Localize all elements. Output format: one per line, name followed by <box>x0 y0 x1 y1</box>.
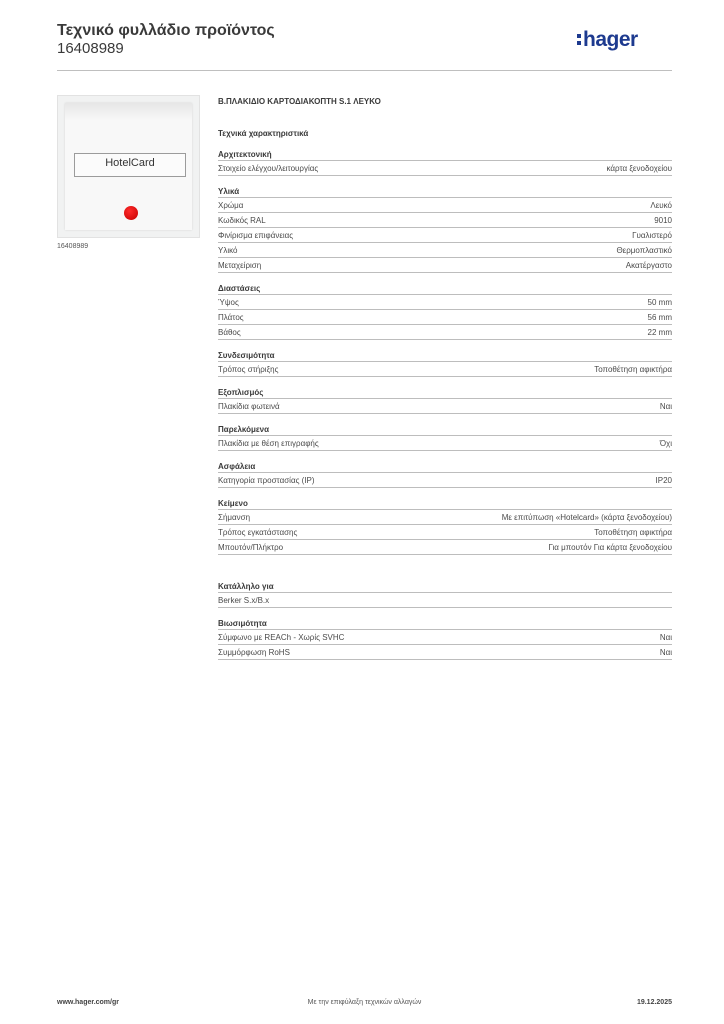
spec-row <box>218 472 672 488</box>
spec-label: Υλικό <box>218 245 238 255</box>
spec-row <box>218 309 672 324</box>
spec-rows <box>218 160 672 176</box>
product-image <box>57 95 200 238</box>
group-title: Υλικά <box>218 187 240 196</box>
spec-group <box>218 618 672 660</box>
spec-value: 22 mm <box>647 327 672 337</box>
spec-row <box>218 361 672 377</box>
spec-value: Ναι <box>659 647 672 657</box>
spec-value: Για μπουτόν Για κάρτα ξενοδοχείου <box>548 542 672 552</box>
spec-value: 50 mm <box>647 297 672 307</box>
spec-label: Μπουτόν/Πλήκτρο <box>218 542 284 552</box>
spec-rows <box>218 509 672 555</box>
spec-value: Ναι <box>659 401 672 411</box>
spec-label: Σύμφωνο με REACh - Χωρίς SVHC <box>218 632 345 642</box>
spec-label: Berker S.x/B.x <box>218 595 270 605</box>
spec-label: Κατηγορία προστασίας (IP) <box>218 475 315 485</box>
spec-value: Τοποθέτηση αφικτήρα <box>594 364 672 374</box>
spec-row <box>218 435 672 451</box>
spec-value: 56 mm <box>647 312 672 322</box>
footer-website[interactable]: www.hager.com/gr <box>57 999 119 1006</box>
spec-group <box>218 424 672 451</box>
product-code: 16408989 <box>57 40 124 57</box>
spec-row <box>218 539 672 555</box>
spec-rows <box>218 629 672 660</box>
spec-group <box>218 581 672 608</box>
spec-group <box>218 461 672 488</box>
spec-label: Στοιχείο ελέγχου/λειτουργίας <box>218 163 319 173</box>
group-title: Συνδεσιμότητα <box>218 351 275 360</box>
spec-group <box>218 283 672 340</box>
spec-row <box>218 592 672 608</box>
spec-rows <box>218 435 672 451</box>
spec-label: Τρόπος εγκατάστασης <box>218 527 298 537</box>
document-title: Τεχνικό φυλλάδιο προϊόντος <box>57 22 275 39</box>
group-title: Κατάλληλο για <box>218 582 274 591</box>
spec-value: κάρτα ξενοδοχείου <box>606 163 672 173</box>
spec-label: Συμμόρφωση RoHS <box>218 647 290 657</box>
spec-row <box>218 644 672 660</box>
hager-logo <box>576 25 672 55</box>
spec-value: Ακατέργαστο <box>625 260 672 270</box>
plate-shadow <box>65 103 192 121</box>
spec-row <box>218 160 672 176</box>
group-title: Ασφάλεια <box>218 462 256 471</box>
spec-rows <box>218 472 672 488</box>
group-title: Διαστάσεις <box>218 284 261 293</box>
spec-label: Τρόπος στήριξης <box>218 364 279 374</box>
spec-value: 9010 <box>654 215 672 225</box>
spec-value: Θερμοπλαστικό <box>616 245 672 255</box>
footer-date: 19.12.2025 <box>636 999 672 1006</box>
footer-notice: Με την επιφύλαξη τεχνικών αλλαγών <box>307 999 422 1006</box>
card-slot <box>74 153 186 177</box>
group-title: Αρχιτεκτονική <box>218 150 272 159</box>
spec-value: IP20 <box>655 475 672 485</box>
spec-row <box>218 629 672 644</box>
spec-row <box>218 227 672 242</box>
spec-group <box>218 387 672 414</box>
spec-group <box>218 186 672 273</box>
spec-label: Πλακίδια φωτεινά <box>218 401 280 411</box>
led-indicator-icon <box>124 206 138 220</box>
spec-row <box>218 294 672 309</box>
spec-label: Πλακίδια με θέση επιγραφής <box>218 438 319 448</box>
spec-content <box>218 97 672 660</box>
spec-group <box>218 498 672 555</box>
spec-label: Κωδικός RAL <box>218 215 266 225</box>
spec-row <box>218 509 672 524</box>
logo-text: hager <box>583 28 638 51</box>
spec-groups <box>218 149 672 660</box>
spec-row <box>218 212 672 227</box>
product-name: B.ΠΛΑΚΙΔΙΟ ΚΑΡΤΟΔΙΑΚΟΠΤΗ S.1 ΛΕΥΚΟ <box>218 97 381 106</box>
spec-group <box>218 149 672 176</box>
spec-rows <box>218 361 672 377</box>
spec-rows <box>218 398 672 414</box>
spec-label: Μεταχείριση <box>218 260 262 270</box>
spec-row <box>218 242 672 257</box>
section-title: Τεχνικά χαρακτηριστικά <box>218 129 309 138</box>
spec-group <box>218 350 672 377</box>
page-header <box>57 20 672 71</box>
spec-row <box>218 524 672 539</box>
spec-rows <box>218 294 672 340</box>
spec-value: Τοποθέτηση αφικτήρα <box>594 527 672 537</box>
spec-rows <box>218 592 672 608</box>
spec-value: Γυαλιστερό <box>632 230 672 240</box>
group-title: Παρελκόμενα <box>218 425 270 434</box>
spec-label: Πλάτος <box>218 312 244 322</box>
spec-row <box>218 197 672 212</box>
spec-row <box>218 257 672 273</box>
cover-plate <box>65 103 192 230</box>
image-caption: 16408989 <box>57 243 89 250</box>
group-title: Εξοπλισμός <box>218 388 264 397</box>
spec-value: Ναι <box>659 632 672 642</box>
group-title: Βιωσιμότητα <box>218 619 267 628</box>
group-title: Κείμενο <box>218 499 248 508</box>
spec-rows <box>218 197 672 273</box>
spec-label: Βάθος <box>218 327 241 337</box>
spec-value: Όχι <box>659 438 672 448</box>
spec-row <box>218 324 672 340</box>
spec-value: Με επιτύπωση «Hotelcard» (κάρτα ξενοδοχείου) <box>501 512 672 522</box>
spec-label: Σήμανση <box>218 512 251 522</box>
spec-label: Χρώμα <box>218 200 244 210</box>
spec-row <box>218 398 672 414</box>
spec-value: Λευκό <box>650 200 672 210</box>
card-slot-label: HotelCard <box>105 157 155 169</box>
page-footer <box>57 999 672 1011</box>
spec-label: Φινίρισμα επιφάνειας <box>218 230 294 240</box>
spec-label: Ύψος <box>218 297 239 307</box>
